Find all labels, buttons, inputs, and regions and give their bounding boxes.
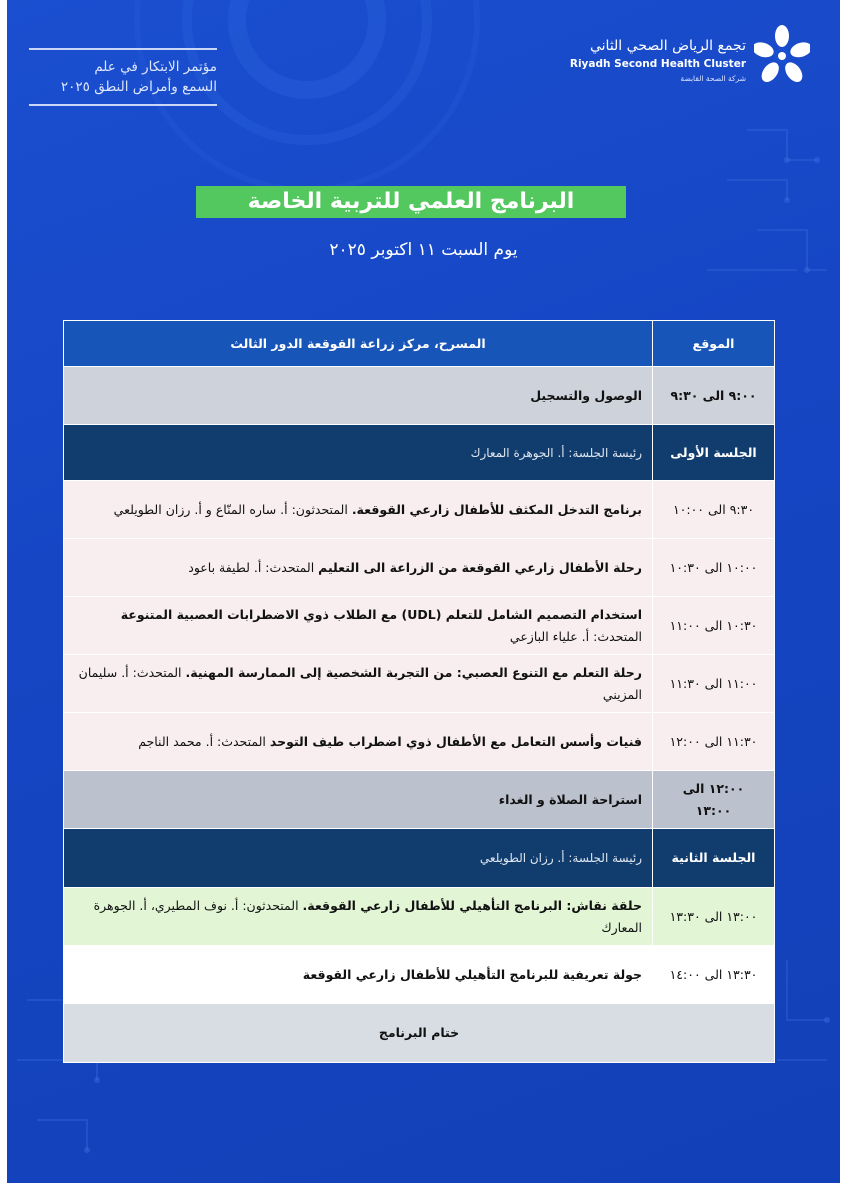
slot-time: ١٣:٠٠ الى ١٣:٣٠ (653, 888, 775, 946)
slot-details (64, 888, 653, 946)
table-row (64, 713, 775, 771)
cluster-star-icon (754, 24, 810, 84)
slot-details (64, 655, 653, 713)
table-row (64, 481, 775, 539)
conference-line-1: مؤتمر الابتكار في علم (94, 59, 217, 75)
session2-header-row (64, 829, 775, 888)
slot-time: ٩:٣٠ الى ١٠:٠٠ (653, 481, 775, 539)
program-date: يوم السبت ١١ اكتوبر ٢٠٢٥ (329, 240, 518, 260)
logo-subtitle: شركة الصحة القابضة (680, 74, 746, 83)
slot-speaker: المتحدثون: أ. نوف المطيري، أ. الجوهرة المعارك (93, 897, 642, 935)
closing-text: ختام البرنامج (64, 1004, 775, 1063)
table-row (64, 888, 775, 946)
slot-speaker: المتحدث: أ. علياء البازعي (509, 628, 642, 644)
slot-details (64, 946, 653, 1004)
arrival-row (64, 367, 775, 425)
logo-english-name: Riyadh Second Health Cluster (569, 58, 746, 70)
slot-details (64, 481, 653, 539)
session2-label: الجلسة الثانية (653, 829, 775, 888)
program-title: البرنامج العلمي للتربية الخاصة (196, 186, 626, 218)
schedule-table (63, 320, 775, 1063)
closing-row (64, 1004, 775, 1063)
slot-time: ١٠:٠٠ الى ١٠:٣٠ (653, 539, 775, 597)
poster (7, 0, 840, 1183)
slot-speaker: المتحدث: أ. سليمان المزيني (78, 664, 642, 702)
slot-time: ١٠:٣٠ الى ١١:٠٠ (653, 597, 775, 655)
slot-title: استخدام التصميم الشامل للتعلم (UDL) مع الطلاب ذوي الاضطرابات العصبية المتنوعة (120, 606, 642, 622)
conference-name (29, 48, 217, 106)
location-value: المسرح، مركز زراعة القوقعة الدور الثالث (64, 321, 653, 367)
table-row (64, 655, 775, 713)
session1-label: الجلسة الأولى (653, 425, 775, 481)
break-row (64, 771, 775, 829)
logo-arabic-name: تجمع الرياض الصحي الثاني (589, 38, 746, 54)
table-row (64, 539, 775, 597)
slot-title: برنامج التدخل المكثف للأطفال زارعي القوقعة. (351, 501, 642, 517)
session2-chair: رئيسة الجلسة: أ. رزان الطويلعي (64, 829, 653, 888)
slot-time: ١١:٣٠ الى ١٢:٠٠ (653, 713, 775, 771)
slot-title: رحلة الأطفال زارعي القوقعة من الزراعة الى التعليم (318, 559, 642, 575)
table-row (64, 597, 775, 655)
slot-details (64, 597, 653, 655)
slot-details (64, 539, 653, 597)
slot-title: رحلة التعلم مع التنوع العصبي: من التجربة الشخصية إلى الممارسة المهنية. (185, 664, 642, 680)
slot-time: ١٣:٣٠ الى ١٤:٠٠ (653, 946, 775, 1004)
slot-speaker: المتحدث: أ. محمد الناجم (138, 733, 270, 749)
arrival-time: ٩:٠٠ الى ٩:٣٠ (653, 367, 775, 425)
slot-title: جولة تعريفية للبرنامج التأهيلي للأطفال زارعي القوقعة (302, 966, 642, 982)
slot-time: ١١:٠٠ الى ١١:٣٠ (653, 655, 775, 713)
break-title: استراحة الصلاة و الغداء (64, 771, 653, 829)
slot-title: حلقة نقاش: البرنامج التأهيلي للأطفال زارعي القوقعة. (302, 897, 642, 913)
organization-logo (569, 24, 810, 84)
slot-speaker: المتحدث: أ. لطيفة باعود (188, 559, 319, 575)
session1-chair: رئيسة الجلسة: أ. الجوهرة المعارك (64, 425, 653, 481)
slot-details (64, 713, 653, 771)
location-label: الموقع (653, 321, 775, 367)
break-time: ١٢:٠٠ الى ١٣:٠٠ (653, 771, 775, 829)
session1-header-row (64, 425, 775, 481)
slot-speaker: المتحدثون: أ. ساره المنّاع و أ. رزان الطويلعي (113, 501, 352, 517)
table-row (64, 946, 775, 1004)
arrival-title: الوصول والتسجيل (64, 367, 653, 425)
location-row (64, 321, 775, 367)
conference-line-2: السمع وأمراض النطق ٢٠٢٥ (60, 79, 217, 95)
slot-title: فنيات وأسس التعامل مع الأطفال ذوي اضطراب طيف التوحد (269, 733, 642, 749)
